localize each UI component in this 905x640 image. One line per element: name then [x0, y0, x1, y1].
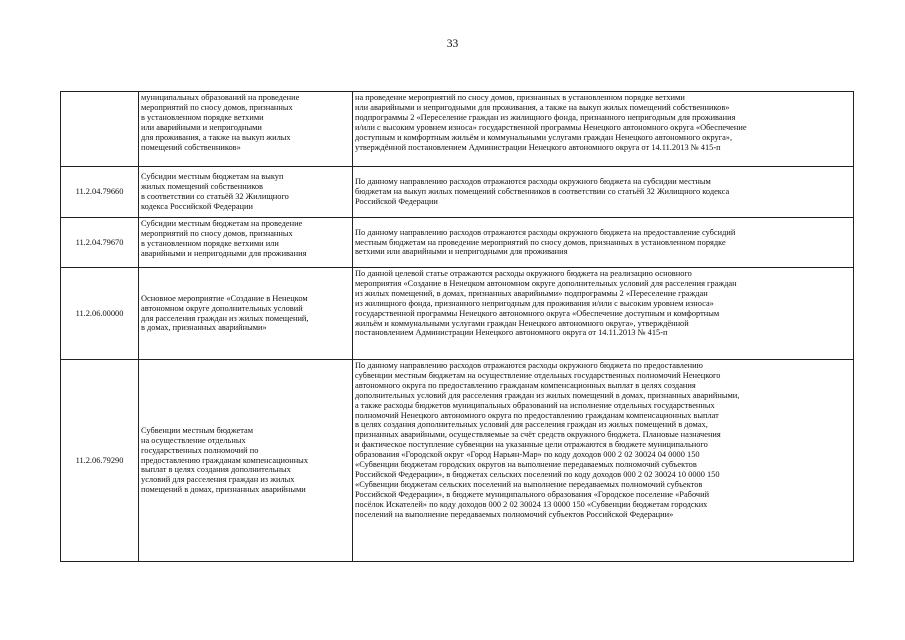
table-row — [61, 360, 854, 562]
code-cell — [61, 92, 139, 167]
page-number: 33 — [446, 38, 459, 50]
description-cell: По данному направлению расходов отражаются расходы окружного бюджета на предоставление субсидий местным бюджетам на проведение мероприятий по сносу домов, признанных в установленном порядке ветхими или аварийными и непригодными для проживания — [353, 218, 854, 268]
name-cell: муниципальных образований на проведение мероприятий по сносу домов, признанных в установленном порядке ветхими или аварийными и непригодными для проживания, а также на выкуп жилых помещений собственников» — [139, 92, 353, 167]
name-cell: Субвенции местным бюджетам на осуществление отдельных государственных полномочий по предоставлению гражданам компенсационных выплат в целях создания дополнительных условий для расселения граждан из жилых помещений в домах, признанных аварийными — [139, 360, 353, 562]
table-row — [61, 167, 854, 218]
code-cell: 11.2.04.79670 — [61, 218, 139, 268]
description-cell: По данному направлению расходов отражаются расходы окружного бюджета на субсидии местным бюджетам на выкуп жилых помещений собственников в соответствии со статьёй 32 Жилищного кодекса Российской Федерации — [353, 167, 854, 218]
budget-classification-table — [60, 91, 854, 562]
table-row — [61, 92, 854, 167]
description-cell: на проведение мероприятий по сносу домов, признанных в установленном порядке ветхими или аварийными и непригодными для проживания, а также на выкуп жилых помещений собственников» подпрограммы 2 «Переселение граждан из жилищного фонда, признанного непригодным для проживания и/или с высоким уровнем износа» государственной программы Ненецкого автономного округа «Обеспечение доступным и комфортным жильём и коммунальными услугами граждан Ненецкого автономного округа», утверждённой постановлением Администрации Ненецкого автономного округа от 14.11.2013 № 415-п — [353, 92, 854, 167]
code-cell: 11.2.04.79660 — [61, 167, 139, 218]
name-cell: Субсидии местным бюджетам на выкуп жилых помещений собственников в соответствии со статьёй 32 Жилищного кодекса Российской Федерации — [139, 167, 353, 218]
name-cell: Субсидии местным бюджетам на проведение мероприятий по сносу домов, признанных в установленном порядке ветхими или аварийными и непригодными для проживания — [139, 218, 353, 268]
description-cell: По данной целевой статье отражаются расходы окружного бюджета на реализацию основного мероприятия «Создание в Ненецком автономном округе дополнительных условий для расселения граждан из жилых помещений, в домах, признанных аварийными» подпрограммы 2 «Переселение граждан из жилищного фонда, признанного непригодным для проживания и/или с высоким уровнем износа» государственной программы Ненецкого автономного округа «Обеспечение доступным и комфортным жильём и коммунальными услугами граждан Ненецкого автономного округа», утверждённой постановлением Администрации Ненецкого автономного округа от 14.11.2013 № 415-п — [353, 268, 854, 360]
code-cell: 11.2.06.00000 — [61, 268, 139, 360]
description-cell: По данному направлению расходов отражаются расходы окружного бюджета по предоставлению субвенции местным бюджетам на осуществление отдельных государственных полномочий Ненецкого автономного округа по предоставлению гражданам компенсационных выплат в целях создания дополнительных условий для расселения граждан из жилых помещений в домах, признанных аварийными, а также расходы бюджетов муниципальных образований на исполнение отдельных государственных полномочий Ненецкого автономного округа по предоставлению гражданам компенсационных выплат в целях создания дополнительных условий для расселения граждан из жилых помещений в домах, признанных аварийными, осуществляемые за счёт средств окружного бюджета. Плановые назначения и фактическое поступление субвенции на указанные цели отражаются в бюджете муниципального образования «Городской округ «Город Нарьян-Мар» по коду доходов 000 2 02 30024 04 0000 150 «Субвенции бюджетам городских округов на выполнение передаваемых полномочий субъектов Российской Федерации», в бюджетах сельских поселений по коду доходов 000 2 02 30024 10 0000 150 «Субвенции бюджетам сельских поселений на выполнение передаваемых полномочий субъектов Российской Федерации», в бюджете муниципального образования «Городское поселение «Рабочий посёлок Искателей» по коду доходов 000 2 02 30024 13 0000 150 «Субвенции бюджетам городских поселений на выполнение передаваемых полномочий субъектов Российской Федерации» — [353, 360, 854, 562]
code-cell: 11.2.06.79290 — [61, 360, 139, 562]
name-cell: Основное мероприятие «Создание в Ненецком автономном округе дополнительных условий для расселения граждан из жилых помещений, в домах, признанных аварийными» — [139, 268, 353, 360]
table-row — [61, 268, 854, 360]
table-row — [61, 218, 854, 268]
